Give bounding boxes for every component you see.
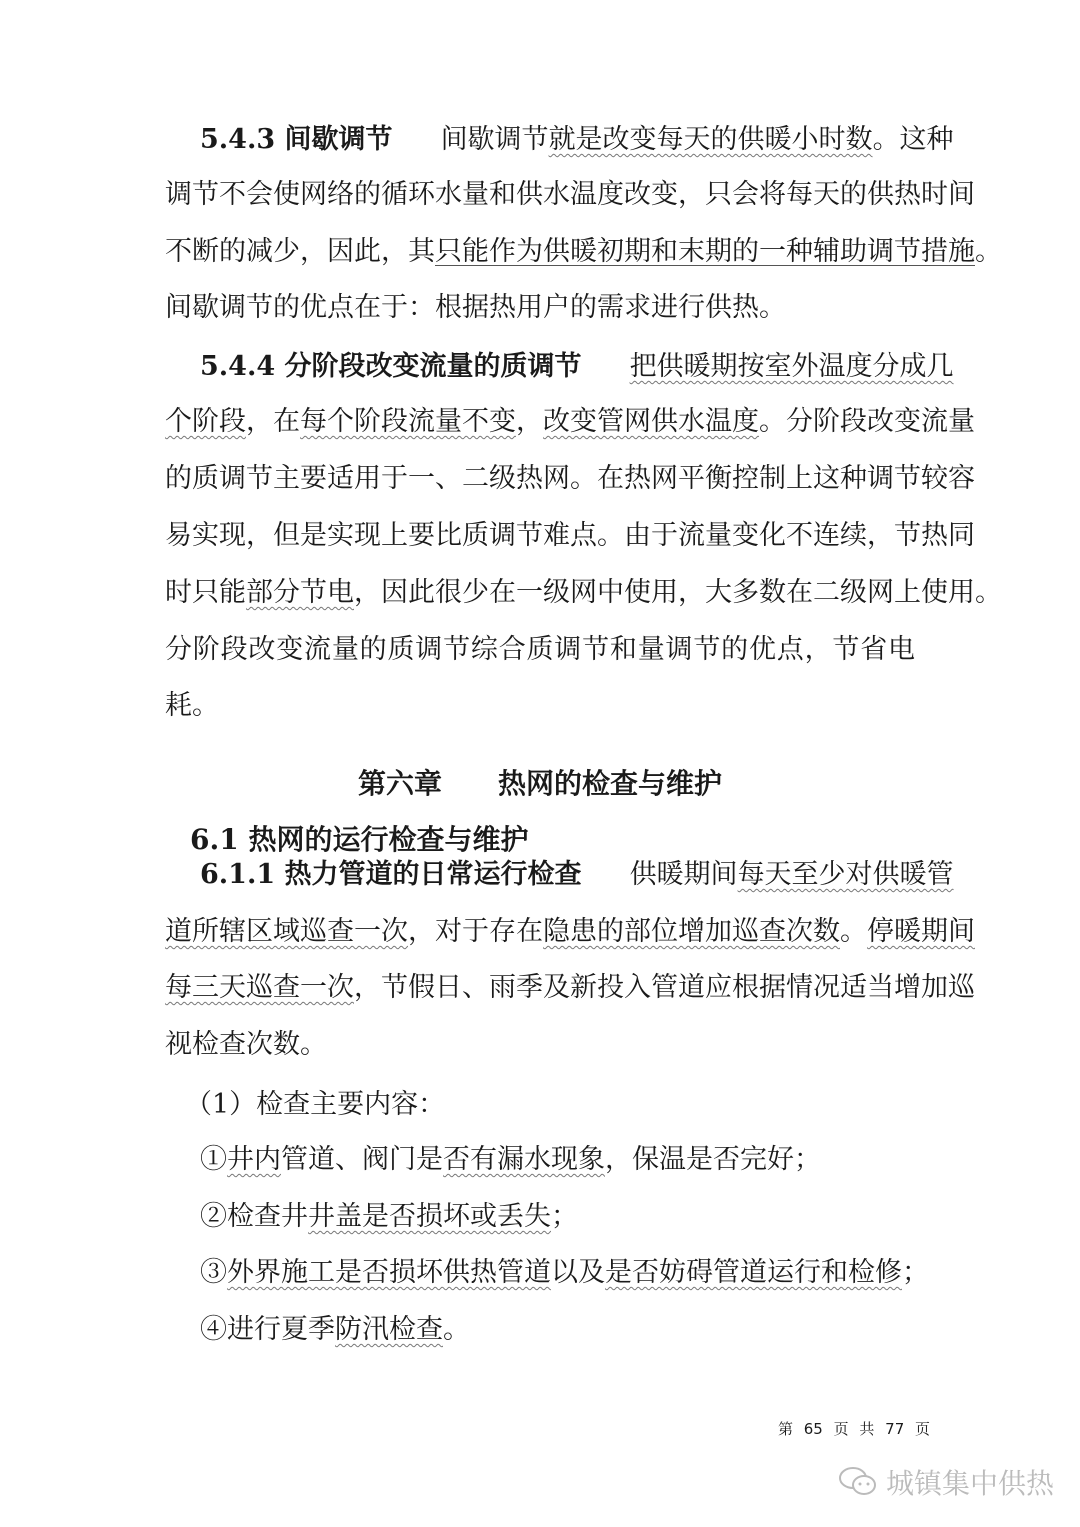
text-segment: 。: [443, 1314, 470, 1345]
text-segment: ②检查井: [200, 1201, 308, 1232]
underlined-text: 外界施工是否损坏供热管道: [227, 1257, 551, 1288]
text-line: [165, 630, 915, 670]
text-line: [200, 1253, 929, 1293]
text-segment: ，: [516, 406, 543, 437]
underlined-text: 把供暖期按室外温度分成几: [629, 351, 954, 382]
underlined-text: 只能作为供暖初期和末期的一种辅助调节措施: [435, 236, 975, 267]
underlined-text: 防汛检查: [335, 1314, 443, 1345]
text-segment: 。这种: [872, 124, 954, 155]
text-segment: 的质调节主要适用于一、二级热网。在热网平衡控制上这种调节较容: [165, 463, 975, 494]
underlined-text: 停暖期间: [867, 916, 975, 947]
underlined-text: 井盖是否损坏或丢失: [308, 1201, 551, 1232]
text-segment: ，因此很少在一级网中使用，大多数在二级网上使用。: [354, 577, 1002, 608]
text-line: [185, 1085, 935, 1125]
text-segment: 时只能: [165, 577, 246, 608]
chapter-number: 第六章: [357, 767, 442, 800]
text-segment: ；: [551, 1201, 578, 1232]
text-line: [165, 1025, 915, 1065]
text-segment: ，节假日、雨季及新投入管道应根据情况适当增加巡: [354, 972, 975, 1003]
text-line: [165, 459, 975, 499]
text-segment: 。: [975, 236, 1002, 267]
subsection-heading: 5.4.4 分阶段改变流量的质调节: [200, 351, 582, 382]
text-segment: ④进行夏季: [200, 1314, 335, 1345]
text-line: [200, 1197, 915, 1237]
text-line: [200, 120, 954, 160]
text-segment: ，对于存在: [408, 916, 543, 947]
text-line: [165, 175, 975, 215]
watermark-text: 城镇集中供热: [886, 1467, 1055, 1500]
text-segment: ，在: [246, 406, 300, 437]
subsection-heading: 6.1.1 热力管道的日常运行检查: [200, 859, 582, 890]
text-segment: ；: [902, 1257, 929, 1288]
text-segment: 供暖期间: [629, 859, 738, 890]
underlined-text: 每个阶段流量不变: [300, 406, 516, 437]
text-line: [165, 573, 1002, 613]
underlined-text: 否有漏水现象: [443, 1144, 605, 1175]
text-line: [165, 516, 975, 556]
text-segment: 分阶段改变流量的质调节综合质调节和量调节的优点，节省电: [165, 634, 915, 665]
underlined-text: 个阶段: [165, 406, 246, 437]
text-segment: 。分阶段改变流量: [759, 406, 975, 437]
text-segment: 间歇调节: [440, 124, 549, 155]
text-segment: 不断的减少，因此，其: [165, 236, 435, 267]
text-line: [165, 912, 975, 952]
text-segment: 以及: [551, 1257, 605, 1288]
chapter-heading: [0, 762, 1080, 802]
text-segment: 间歇调节的优点在于：根据热用户的需求进行供热。: [165, 292, 786, 323]
text-segment: 调节不会使网络的循环水量和供水温度改变，只会将每天的供热时间: [165, 179, 975, 210]
section-heading: 6.1 热网的运行检查与维护: [190, 823, 529, 856]
underlined-text: 道所辖区域巡查一次: [165, 916, 408, 947]
underlined-text: 部分节电: [246, 577, 354, 608]
text-line: [165, 968, 975, 1008]
text-line: [165, 232, 1002, 272]
underlined-text: 是否妨碍管道运行和检修: [605, 1257, 902, 1288]
text-segment: 易实现，但是实现上要比质调节难点。由于流量变化不连续，节热同: [165, 520, 975, 551]
text-line: [200, 1310, 915, 1350]
text-line: [165, 686, 915, 726]
text-line: [200, 1140, 915, 1180]
text-segment: 视检查次数。: [165, 1029, 327, 1060]
underlined-text: 改变管网供水温度: [543, 406, 759, 437]
text-segment: ①: [200, 1144, 227, 1175]
watermark: [838, 1462, 1054, 1502]
underlined-text: 每天至少对供暖管: [737, 859, 954, 890]
text-segment: （1）检查主要内容：: [185, 1089, 446, 1120]
underlined-text: 每三天巡查一次: [165, 972, 354, 1003]
text-line: [165, 288, 915, 328]
subsection-heading: 5.4.3 间歇调节: [200, 124, 393, 155]
chapter-title: 热网的检查与维护: [498, 767, 723, 800]
text-line: [165, 402, 975, 442]
text-segment: ③: [200, 1257, 227, 1288]
page-number: 第 65 页 共 77 页: [778, 1420, 931, 1438]
text-segment: 。: [840, 916, 867, 947]
underlined-text: 就是改变每天的供暖小时数: [548, 124, 873, 155]
text-segment: 耗。: [165, 690, 219, 721]
text-line: [200, 347, 954, 387]
text-line: [200, 855, 954, 895]
text-segment: ，保温是否完好；: [605, 1144, 821, 1175]
text-segment: 管道、阀门是: [281, 1144, 443, 1175]
underlined-text: 井内: [227, 1144, 281, 1175]
underlined-text: 隐患的部位增加巡查次数: [543, 916, 840, 947]
wechat-icon: [838, 1465, 878, 1499]
